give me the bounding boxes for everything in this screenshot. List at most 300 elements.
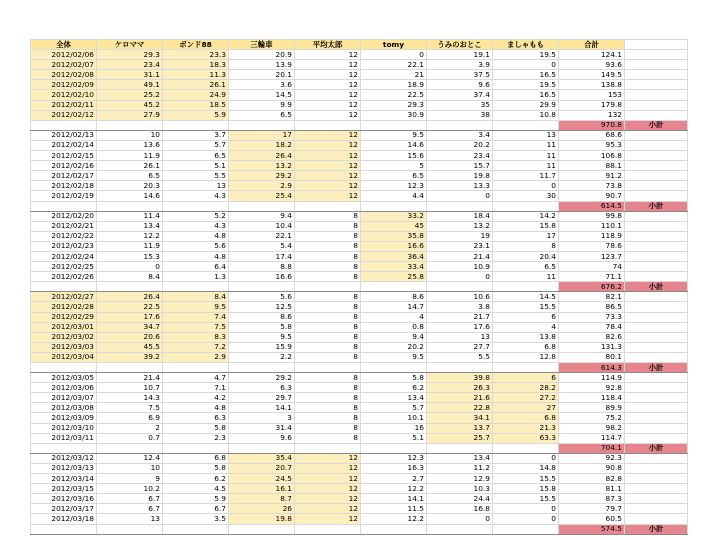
empty-cell[interactable] [427, 363, 493, 373]
score-cell[interactable]: 20.2 [427, 140, 493, 150]
score-cell[interactable]: 6.7 [97, 504, 163, 514]
score-cell[interactable]: 9.6 [427, 80, 493, 90]
score-cell[interactable]: 12.5 [229, 302, 295, 312]
date-cell[interactable]: 2012/03/18 [31, 514, 97, 524]
score-cell[interactable]: 5.8 [229, 322, 295, 332]
empty-cell[interactable] [625, 272, 688, 282]
score-cell[interactable]: 15.9 [229, 342, 295, 352]
score-cell[interactable]: 12 [295, 110, 361, 120]
empty-cell[interactable] [625, 231, 688, 241]
empty-cell[interactable] [625, 211, 688, 221]
empty-cell[interactable] [361, 282, 427, 292]
score-cell[interactable]: 5.5 [163, 171, 229, 181]
empty-cell[interactable] [229, 443, 295, 453]
row-total-cell[interactable]: 82.1 [559, 292, 625, 302]
row-total-cell[interactable]: 91.2 [559, 171, 625, 181]
score-cell[interactable]: 19.8 [427, 171, 493, 181]
score-cell[interactable]: 31.1 [97, 70, 163, 80]
empty-cell[interactable] [625, 463, 688, 473]
row-total-cell[interactable]: 110.1 [559, 221, 625, 231]
score-cell[interactable]: 8.8 [229, 262, 295, 272]
score-cell[interactable]: 26.1 [163, 80, 229, 90]
score-cell[interactable]: 29.7 [229, 393, 295, 403]
score-cell[interactable]: 23.4 [97, 60, 163, 70]
date-cell[interactable]: 2012/02/11 [31, 100, 97, 110]
score-cell[interactable]: 16.3 [361, 463, 427, 473]
row-total-cell[interactable]: 118.9 [559, 231, 625, 241]
score-cell[interactable]: 12.3 [361, 453, 427, 463]
score-cell[interactable]: 18.5 [163, 100, 229, 110]
row-total-cell[interactable]: 114.7 [559, 433, 625, 443]
empty-cell[interactable] [625, 373, 688, 383]
score-cell[interactable]: 29.3 [97, 50, 163, 60]
empty-cell[interactable] [625, 312, 688, 322]
score-cell[interactable]: 10 [97, 130, 163, 140]
score-cell[interactable]: 11.5 [361, 504, 427, 514]
empty-cell[interactable] [625, 383, 688, 393]
empty-cell[interactable] [229, 282, 295, 292]
date-cell[interactable]: 2012/02/12 [31, 110, 97, 120]
score-cell[interactable]: 35.4 [229, 453, 295, 463]
score-cell[interactable]: 8 [295, 272, 361, 282]
score-cell[interactable]: 8.4 [163, 292, 229, 302]
score-cell[interactable]: 15.5 [493, 474, 559, 484]
score-cell[interactable]: 5.8 [163, 423, 229, 433]
empty-cell[interactable] [625, 50, 688, 60]
score-cell[interactable]: 12.2 [97, 231, 163, 241]
empty-cell[interactable] [625, 140, 688, 150]
score-cell[interactable]: 10.9 [427, 262, 493, 272]
score-cell[interactable]: 23.1 [427, 241, 493, 251]
empty-cell[interactable] [625, 494, 688, 504]
empty-cell[interactable] [625, 241, 688, 251]
empty-cell[interactable] [427, 524, 493, 534]
score-cell[interactable]: 8 [295, 211, 361, 221]
score-cell[interactable]: 14.6 [361, 140, 427, 150]
score-cell[interactable]: 24.4 [427, 494, 493, 504]
score-cell[interactable]: 21.6 [427, 393, 493, 403]
score-cell[interactable]: 12.4 [97, 453, 163, 463]
score-cell[interactable]: 6.5 [493, 262, 559, 272]
score-cell[interactable]: 0 [427, 514, 493, 524]
score-cell[interactable]: 15.8 [493, 484, 559, 494]
score-cell[interactable]: 4.3 [163, 221, 229, 231]
score-cell[interactable]: 18.2 [229, 140, 295, 150]
score-cell[interactable]: 0 [493, 181, 559, 191]
score-cell[interactable]: 7.5 [163, 322, 229, 332]
header-cell-bond88[interactable]: ボンド88 [163, 40, 229, 50]
score-cell[interactable]: 13.4 [361, 393, 427, 403]
score-cell[interactable]: 2.9 [229, 181, 295, 191]
date-cell[interactable]: 2012/02/06 [31, 50, 97, 60]
score-cell[interactable]: 9.5 [163, 302, 229, 312]
score-cell[interactable]: 12 [295, 90, 361, 100]
date-cell[interactable]: 2012/02/22 [31, 231, 97, 241]
score-cell[interactable]: 8 [295, 393, 361, 403]
score-cell[interactable]: 11 [493, 161, 559, 171]
score-cell[interactable]: 31.4 [229, 423, 295, 433]
score-cell[interactable]: 20.4 [493, 251, 559, 261]
score-cell[interactable]: 21.4 [97, 373, 163, 383]
score-cell[interactable]: 22.1 [229, 231, 295, 241]
score-cell[interactable]: 12 [295, 171, 361, 181]
score-cell[interactable]: 12 [295, 161, 361, 171]
score-cell[interactable]: 11.7 [493, 171, 559, 181]
score-cell[interactable]: 29.3 [361, 100, 427, 110]
header-cell-blank[interactable] [625, 40, 688, 50]
score-cell[interactable]: 10.8 [493, 110, 559, 120]
score-cell[interactable]: 0.8 [361, 322, 427, 332]
score-cell[interactable]: 4.8 [163, 251, 229, 261]
score-cell[interactable]: 2 [97, 423, 163, 433]
score-cell[interactable]: 19.5 [493, 50, 559, 60]
row-total-cell[interactable]: 149.5 [559, 70, 625, 80]
score-cell[interactable]: 3.7 [163, 130, 229, 140]
score-cell[interactable]: 12.2 [361, 514, 427, 524]
score-cell[interactable]: 20.2 [361, 342, 427, 352]
score-cell[interactable]: 19.5 [493, 80, 559, 90]
score-cell[interactable]: 10.2 [97, 484, 163, 494]
score-cell[interactable]: 6.5 [163, 151, 229, 161]
header-cell-heikintaro[interactable]: 平均太郎 [295, 40, 361, 50]
date-cell[interactable]: 2012/03/06 [31, 383, 97, 393]
row-total-cell[interactable]: 131.3 [559, 342, 625, 352]
score-cell[interactable]: 10 [97, 463, 163, 473]
score-cell[interactable]: 9 [97, 474, 163, 484]
row-total-cell[interactable]: 79.7 [559, 504, 625, 514]
score-cell[interactable]: 6.5 [361, 171, 427, 181]
empty-cell[interactable] [229, 524, 295, 534]
date-cell[interactable]: 2012/02/20 [31, 211, 97, 221]
score-cell[interactable]: 12 [295, 494, 361, 504]
score-cell[interactable]: 0 [427, 191, 493, 201]
score-cell[interactable]: 16.6 [229, 272, 295, 282]
score-cell[interactable]: 0 [493, 60, 559, 70]
empty-cell[interactable] [625, 453, 688, 463]
score-cell[interactable]: 34.1 [427, 413, 493, 423]
score-cell[interactable]: 5.4 [229, 241, 295, 251]
score-cell[interactable]: 8 [295, 221, 361, 231]
score-cell[interactable]: 24.5 [229, 474, 295, 484]
empty-cell[interactable] [295, 443, 361, 453]
score-cell[interactable]: 12.3 [361, 181, 427, 191]
score-cell[interactable]: 16.6 [361, 241, 427, 251]
score-cell[interactable]: 4.4 [361, 191, 427, 201]
score-cell[interactable]: 11.3 [163, 70, 229, 80]
score-cell[interactable]: 21.7 [427, 312, 493, 322]
score-cell[interactable]: 18.4 [427, 211, 493, 221]
score-cell[interactable]: 12 [295, 504, 361, 514]
date-cell[interactable]: 2012/02/09 [31, 80, 97, 90]
empty-cell[interactable] [625, 251, 688, 261]
score-cell[interactable]: 19.8 [229, 514, 295, 524]
score-cell[interactable]: 15.7 [427, 161, 493, 171]
score-cell[interactable]: 2.3 [163, 433, 229, 443]
score-cell[interactable]: 45.2 [97, 100, 163, 110]
score-cell[interactable]: 49.1 [97, 80, 163, 90]
row-total-cell[interactable]: 82.8 [559, 474, 625, 484]
empty-cell[interactable] [625, 90, 688, 100]
score-cell[interactable]: 4 [361, 312, 427, 322]
score-cell[interactable]: 12 [295, 80, 361, 90]
empty-cell[interactable] [625, 171, 688, 181]
empty-cell[interactable] [493, 363, 559, 373]
score-cell[interactable]: 8 [295, 403, 361, 413]
score-cell[interactable]: 5.5 [427, 352, 493, 362]
score-cell[interactable]: 1.3 [163, 272, 229, 282]
empty-cell[interactable] [163, 443, 229, 453]
empty-cell[interactable] [31, 120, 97, 130]
row-total-cell[interactable]: 95.3 [559, 140, 625, 150]
score-cell[interactable]: 21.3 [493, 423, 559, 433]
score-cell[interactable]: 11 [493, 140, 559, 150]
header-cell-total[interactable]: 合計 [559, 40, 625, 50]
empty-cell[interactable] [625, 393, 688, 403]
empty-cell[interactable] [97, 120, 163, 130]
empty-cell[interactable] [163, 363, 229, 373]
date-cell[interactable]: 2012/02/28 [31, 302, 97, 312]
score-cell[interactable]: 15.3 [97, 251, 163, 261]
score-cell[interactable]: 26.3 [427, 383, 493, 393]
empty-cell[interactable] [295, 201, 361, 211]
empty-cell[interactable] [625, 413, 688, 423]
empty-cell[interactable] [361, 120, 427, 130]
score-cell[interactable]: 14.2 [493, 211, 559, 221]
row-total-cell[interactable]: 153 [559, 90, 625, 100]
score-cell[interactable]: 6.8 [493, 342, 559, 352]
score-cell[interactable]: 9.5 [361, 352, 427, 362]
row-total-cell[interactable]: 92.8 [559, 383, 625, 393]
row-total-cell[interactable]: 75.2 [559, 413, 625, 423]
subtotal-value[interactable]: 614.5 [559, 201, 625, 211]
score-cell[interactable]: 4.5 [163, 484, 229, 494]
score-cell[interactable]: 63.3 [493, 433, 559, 443]
score-cell[interactable]: 10.1 [361, 413, 427, 423]
empty-cell[interactable] [31, 201, 97, 211]
empty-cell[interactable] [31, 282, 97, 292]
score-cell[interactable]: 13.2 [427, 221, 493, 231]
score-cell[interactable]: 12 [295, 514, 361, 524]
date-cell[interactable]: 2012/02/14 [31, 140, 97, 150]
row-total-cell[interactable]: 138.8 [559, 80, 625, 90]
row-total-cell[interactable]: 73.8 [559, 181, 625, 191]
score-cell[interactable]: 25.2 [97, 90, 163, 100]
score-cell[interactable]: 4.7 [163, 373, 229, 383]
empty-cell[interactable] [295, 363, 361, 373]
score-cell[interactable]: 8 [295, 433, 361, 443]
row-total-cell[interactable]: 82.6 [559, 332, 625, 342]
date-cell[interactable]: 2012/03/10 [31, 423, 97, 433]
score-cell[interactable]: 5 [361, 161, 427, 171]
empty-cell[interactable] [625, 100, 688, 110]
date-cell[interactable]: 2012/03/02 [31, 332, 97, 342]
header-cell-mashamomo[interactable]: ましゃもも [493, 40, 559, 50]
date-cell[interactable]: 2012/02/24 [31, 251, 97, 261]
date-cell[interactable]: 2012/02/25 [31, 262, 97, 272]
empty-cell[interactable] [295, 282, 361, 292]
row-total-cell[interactable]: 106.8 [559, 151, 625, 161]
row-total-cell[interactable]: 99.8 [559, 211, 625, 221]
score-cell[interactable]: 7.4 [163, 312, 229, 322]
score-cell[interactable]: 6.8 [493, 413, 559, 423]
empty-cell[interactable] [625, 130, 688, 140]
score-cell[interactable]: 13.9 [229, 60, 295, 70]
score-cell[interactable]: 17 [493, 231, 559, 241]
score-cell[interactable]: 12 [295, 140, 361, 150]
row-total-cell[interactable]: 86.5 [559, 302, 625, 312]
score-cell[interactable]: 8.4 [97, 272, 163, 282]
empty-cell[interactable] [493, 443, 559, 453]
score-cell[interactable]: 26.1 [97, 161, 163, 171]
header-cell-date[interactable]: 全体 [31, 40, 97, 50]
empty-cell[interactable] [625, 181, 688, 191]
score-cell[interactable]: 8 [295, 352, 361, 362]
score-cell[interactable]: 16.5 [493, 70, 559, 80]
date-cell[interactable]: 2012/03/14 [31, 474, 97, 484]
score-cell[interactable]: 3 [229, 413, 295, 423]
score-cell[interactable]: 3.4 [427, 130, 493, 140]
score-cell[interactable]: 20.1 [229, 70, 295, 80]
date-cell[interactable]: 2012/02/17 [31, 171, 97, 181]
score-cell[interactable]: 9.6 [229, 433, 295, 443]
empty-cell[interactable] [97, 524, 163, 534]
subtotal-label[interactable]: 小計 [625, 363, 688, 373]
empty-cell[interactable] [625, 514, 688, 524]
score-cell[interactable]: 13 [493, 130, 559, 140]
date-cell[interactable]: 2012/03/09 [31, 413, 97, 423]
header-cell-tomy[interactable]: tomy [361, 40, 427, 50]
empty-cell[interactable] [31, 524, 97, 534]
score-cell[interactable]: 10.3 [427, 484, 493, 494]
score-cell[interactable]: 5.8 [163, 463, 229, 473]
score-cell[interactable]: 8 [493, 241, 559, 251]
score-cell[interactable]: 6.5 [97, 171, 163, 181]
score-cell[interactable]: 12 [295, 100, 361, 110]
score-cell[interactable]: 8.7 [229, 494, 295, 504]
score-cell[interactable]: 39.2 [97, 352, 163, 362]
date-cell[interactable]: 2012/03/07 [31, 393, 97, 403]
score-cell[interactable]: 30.9 [361, 110, 427, 120]
empty-cell[interactable] [625, 484, 688, 494]
score-cell[interactable]: 8 [295, 413, 361, 423]
empty-cell[interactable] [427, 120, 493, 130]
score-cell[interactable]: 20.6 [97, 332, 163, 342]
score-cell[interactable]: 19.1 [427, 50, 493, 60]
score-cell[interactable]: 8 [295, 423, 361, 433]
date-cell[interactable]: 2012/02/10 [31, 90, 97, 100]
score-cell[interactable]: 13 [427, 332, 493, 342]
row-total-cell[interactable]: 179.8 [559, 100, 625, 110]
score-cell[interactable]: 4.8 [163, 403, 229, 413]
score-cell[interactable]: 14.7 [361, 302, 427, 312]
score-cell[interactable]: 12 [295, 191, 361, 201]
score-cell[interactable]: 12 [295, 70, 361, 80]
row-total-cell[interactable]: 114.9 [559, 373, 625, 383]
score-cell[interactable]: 12.9 [427, 474, 493, 484]
score-cell[interactable]: 6.9 [97, 413, 163, 423]
score-cell[interactable]: 12.2 [361, 484, 427, 494]
empty-cell[interactable] [625, 110, 688, 120]
subtotal-label[interactable]: 小計 [625, 443, 688, 453]
score-cell[interactable]: 9.4 [361, 332, 427, 342]
score-cell[interactable]: 9.5 [361, 130, 427, 140]
row-total-cell[interactable]: 73.3 [559, 312, 625, 322]
score-cell[interactable]: 13.2 [229, 161, 295, 171]
empty-cell[interactable] [625, 352, 688, 362]
score-cell[interactable]: 15.8 [493, 221, 559, 231]
date-cell[interactable]: 2012/03/08 [31, 403, 97, 413]
score-cell[interactable]: 6 [493, 373, 559, 383]
score-cell[interactable]: 35.8 [361, 231, 427, 241]
empty-cell[interactable] [163, 282, 229, 292]
score-cell[interactable]: 6 [493, 312, 559, 322]
empty-cell[interactable] [625, 474, 688, 484]
score-cell[interactable]: 3.9 [427, 60, 493, 70]
row-total-cell[interactable]: 90.7 [559, 191, 625, 201]
score-cell[interactable]: 25.7 [427, 433, 493, 443]
score-cell[interactable]: 10.7 [97, 383, 163, 393]
row-total-cell[interactable]: 92.3 [559, 453, 625, 463]
date-cell[interactable]: 2012/02/13 [31, 130, 97, 140]
score-cell[interactable]: 13 [163, 181, 229, 191]
score-cell[interactable]: 14.6 [97, 191, 163, 201]
date-cell[interactable]: 2012/03/03 [31, 342, 97, 352]
empty-cell[interactable] [427, 443, 493, 453]
empty-cell[interactable] [625, 262, 688, 272]
score-cell[interactable]: 22.1 [361, 60, 427, 70]
date-cell[interactable]: 2012/03/15 [31, 484, 97, 494]
score-cell[interactable]: 14.5 [493, 292, 559, 302]
empty-cell[interactable] [361, 443, 427, 453]
score-cell[interactable]: 23.4 [427, 151, 493, 161]
empty-cell[interactable] [625, 322, 688, 332]
score-cell[interactable]: 29.2 [229, 373, 295, 383]
score-cell[interactable]: 29.9 [493, 100, 559, 110]
score-cell[interactable]: 33.4 [361, 262, 427, 272]
score-cell[interactable]: 8 [295, 251, 361, 261]
empty-cell[interactable] [493, 201, 559, 211]
score-cell[interactable]: 5.7 [163, 140, 229, 150]
empty-cell[interactable] [493, 282, 559, 292]
row-total-cell[interactable]: 87.3 [559, 494, 625, 504]
empty-cell[interactable] [97, 282, 163, 292]
score-cell[interactable]: 0.7 [97, 433, 163, 443]
date-cell[interactable]: 2012/03/04 [31, 352, 97, 362]
row-total-cell[interactable]: 60.5 [559, 514, 625, 524]
score-cell[interactable]: 9.4 [229, 211, 295, 221]
score-cell[interactable]: 14.1 [229, 403, 295, 413]
score-cell[interactable]: 27 [493, 403, 559, 413]
empty-cell[interactable] [31, 363, 97, 373]
score-cell[interactable]: 8 [295, 292, 361, 302]
score-cell[interactable]: 37.5 [427, 70, 493, 80]
score-cell[interactable]: 14.3 [97, 393, 163, 403]
subtotal-value[interactable]: 614.3 [559, 363, 625, 373]
score-cell[interactable]: 5.9 [163, 494, 229, 504]
empty-cell[interactable] [625, 292, 688, 302]
score-cell[interactable]: 6.2 [163, 474, 229, 484]
score-cell[interactable]: 6.2 [361, 383, 427, 393]
row-total-cell[interactable]: 78.4 [559, 322, 625, 332]
score-cell[interactable]: 7.1 [163, 383, 229, 393]
score-cell[interactable]: 14.5 [229, 90, 295, 100]
score-cell[interactable]: 12 [295, 151, 361, 161]
row-total-cell[interactable]: 74 [559, 262, 625, 272]
score-cell[interactable]: 8 [295, 231, 361, 241]
score-cell[interactable]: 13.7 [427, 423, 493, 433]
row-total-cell[interactable]: 90.8 [559, 463, 625, 473]
subtotal-label[interactable]: 小計 [625, 201, 688, 211]
